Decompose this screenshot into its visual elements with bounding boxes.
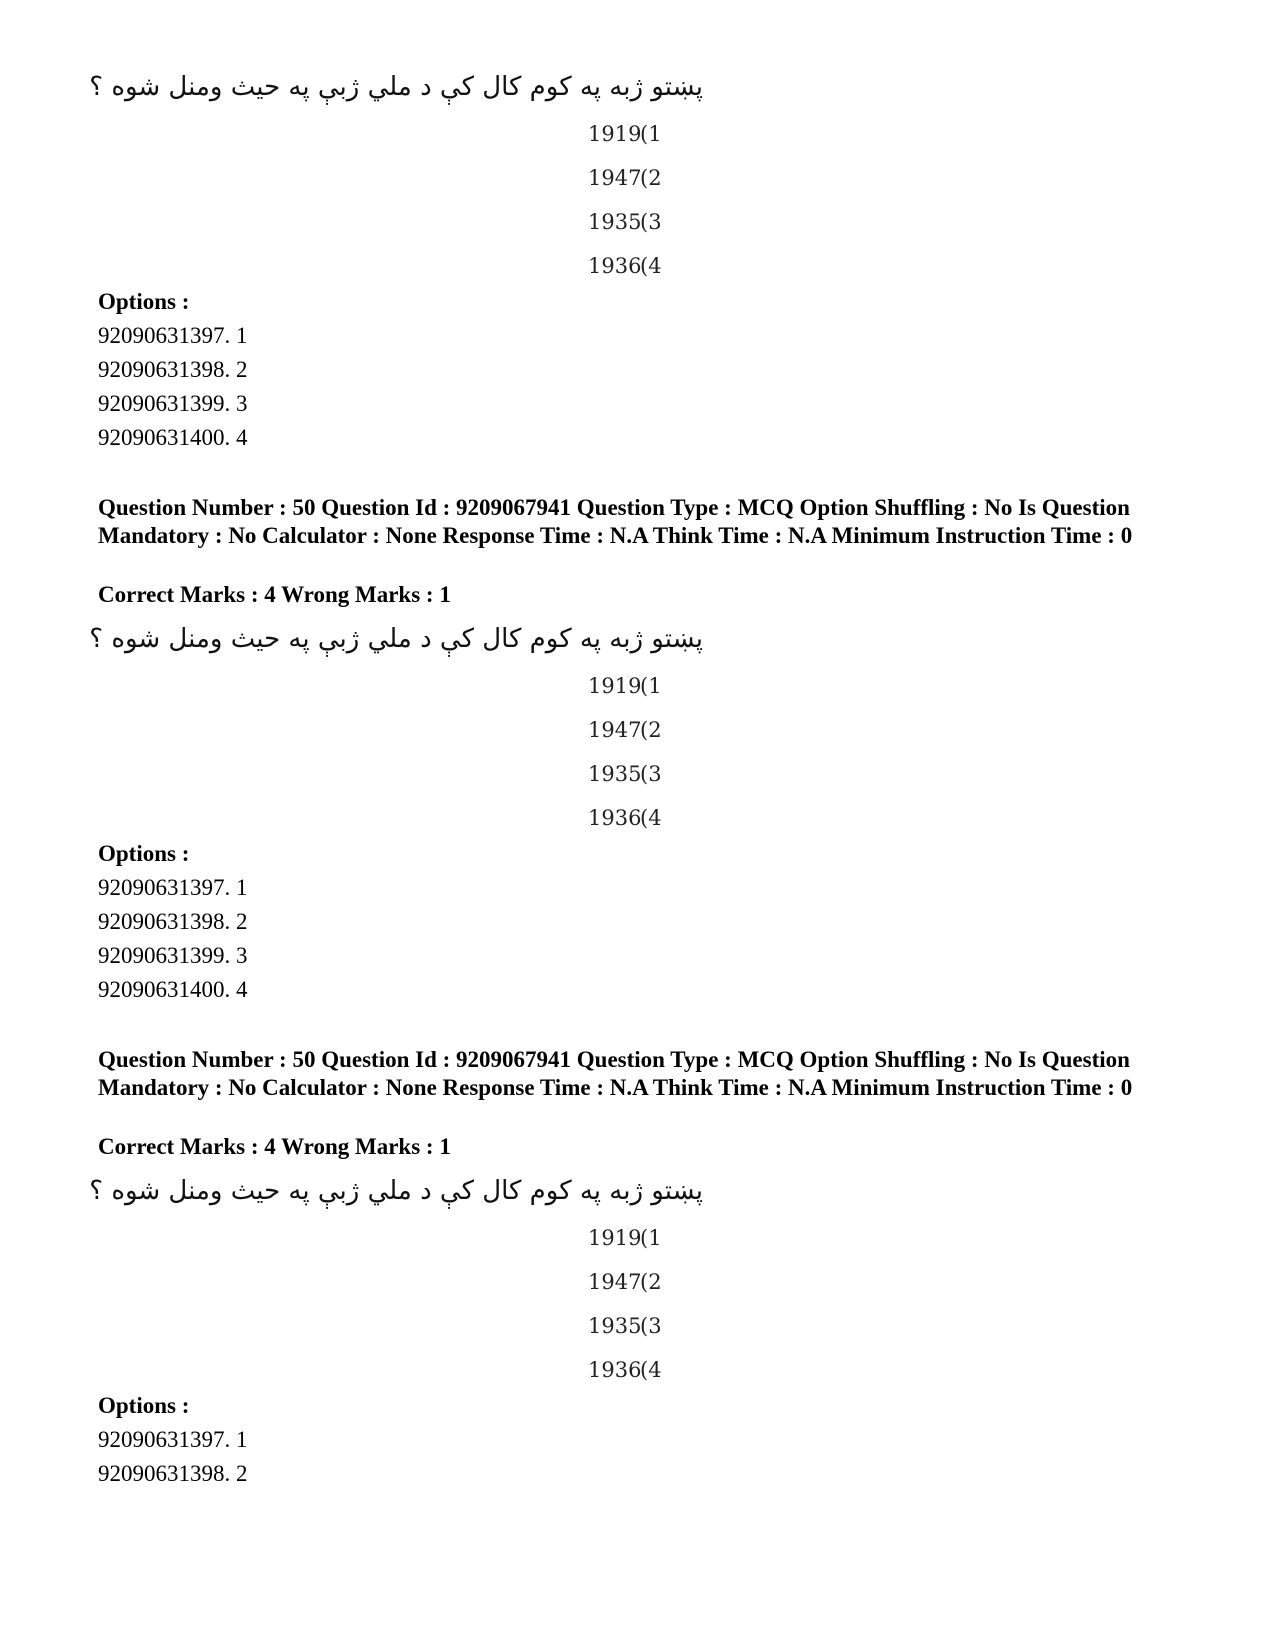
choice-item: [588, 1304, 662, 1348]
choice-label: (1: [640, 674, 662, 698]
option-line: 92090631400. 4: [98, 425, 248, 450]
choice-item: [588, 708, 662, 752]
choice-year: 1947: [588, 718, 642, 742]
options-block: [98, 837, 248, 1007]
choice-year: 1936: [588, 806, 642, 830]
choice-label: (3: [640, 1314, 662, 1338]
choice-item: [588, 200, 662, 244]
marks-line: Correct Marks : 4 Wrong Marks : 1: [98, 1134, 451, 1159]
choice-year: 1919: [588, 674, 642, 698]
question-meta: Question Number : 50 Question Id : 9209067941 Question Type : MCQ Option Shuffling : No Is Question Mandatory : No Calculator : None Response Time : N.A Think Time : N.A Minimum Instruction Time : 0: [98, 1047, 1133, 1100]
option-line: 92090631400. 4: [98, 977, 248, 1002]
choice-year: 1935: [588, 762, 642, 786]
options-block: [98, 1389, 248, 1491]
choice-label: (4: [640, 806, 662, 830]
choice-item: [588, 1260, 662, 1304]
choice-year: 1935: [588, 210, 642, 234]
choice-label: (2: [640, 1270, 662, 1294]
choice-item: [588, 1216, 662, 1260]
choice-item: [588, 244, 662, 288]
option-line: 92090631398. 2: [98, 357, 248, 382]
question-text: پښتو ژبه په کوم کال کې د ملي ژبې په حیث ومنل شوه ؟: [89, 624, 703, 654]
question-image: [89, 620, 713, 845]
option-line: 92090631399. 3: [98, 943, 248, 968]
choice-year: 1947: [588, 166, 642, 190]
choice-label: (3: [640, 210, 662, 234]
choice-label: (2: [640, 718, 662, 742]
question-choices: [588, 664, 662, 840]
choice-label: (4: [640, 254, 662, 278]
option-line: 92090631398. 2: [98, 1461, 248, 1486]
choice-year: 1919: [588, 1226, 642, 1250]
choice-label: (2: [640, 166, 662, 190]
question-image: [89, 68, 713, 293]
question-image: [89, 1172, 713, 1397]
choice-item: [588, 664, 662, 708]
options-title: Options :: [98, 1393, 190, 1418]
choice-item: [588, 752, 662, 796]
choice-year: 1936: [588, 254, 642, 278]
marks-line: Correct Marks : 4 Wrong Marks : 1: [98, 582, 451, 607]
options-title: Options :: [98, 289, 190, 314]
choice-label: (3: [640, 762, 662, 786]
choice-item: [588, 112, 662, 156]
question-choices: [588, 112, 662, 288]
option-line: 92090631397. 1: [98, 1427, 248, 1452]
choice-year: 1935: [588, 1314, 642, 1338]
question-meta: Question Number : 50 Question Id : 9209067941 Question Type : MCQ Option Shuffling : No Is Question Mandatory : No Calculator : None Response Time : N.A Think Time : N.A Minimum Instruction Time : 0: [98, 495, 1133, 548]
choice-item: [588, 1348, 662, 1392]
choice-label: (1: [640, 1226, 662, 1250]
question-text: پښتو ژبه په کوم کال کې د ملي ژبې په حیث ومنل شوه ؟: [89, 72, 703, 102]
choice-year: 1936: [588, 1358, 642, 1382]
choice-label: (1: [640, 122, 662, 146]
choice-label: (4: [640, 1358, 662, 1382]
choice-item: [588, 796, 662, 840]
choice-year: 1947: [588, 1270, 642, 1294]
question-choices: [588, 1216, 662, 1392]
choice-year: 1919: [588, 122, 642, 146]
option-line: 92090631397. 1: [98, 875, 248, 900]
options-block: [98, 285, 248, 455]
option-line: 92090631397. 1: [98, 323, 248, 348]
options-title: Options :: [98, 841, 190, 866]
option-line: 92090631398. 2: [98, 909, 248, 934]
option-line: 92090631399. 3: [98, 391, 248, 416]
choice-item: [588, 156, 662, 200]
question-text: پښتو ژبه په کوم کال کې د ملي ژبې په حیث ومنل شوه ؟: [89, 1176, 703, 1206]
